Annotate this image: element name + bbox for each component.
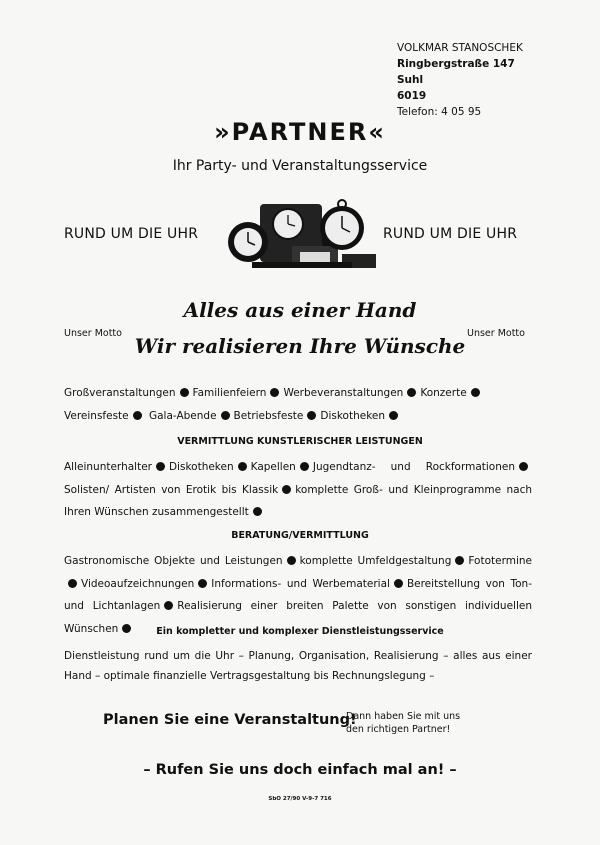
bullet-icon	[300, 462, 309, 471]
bullet-icon	[287, 556, 296, 565]
list-item: Diskotheken	[320, 409, 386, 422]
bullet-icon	[253, 507, 262, 516]
call-slogan: – Rufen Sie uns doch einfach mal an! –	[143, 762, 457, 778]
bullet-icon	[164, 601, 173, 610]
sender-city: Suhl	[397, 74, 424, 86]
clock-slogan-left: RUND UM DIE UHR	[64, 226, 199, 242]
list-item: Betriebsfeste	[233, 409, 304, 422]
list-item: Konzerte	[420, 387, 467, 399]
bullet-icon	[198, 579, 207, 588]
motto-label-left: Unser Motto	[64, 328, 122, 339]
motto-label-right: Unser Motto	[467, 328, 525, 339]
bullet-icon	[133, 411, 142, 420]
list-item: Diskotheken	[168, 461, 234, 473]
list-item: Fototermine	[468, 555, 532, 567]
list-item: Werbeveranstaltungen	[283, 387, 404, 399]
motto-line-2: Wir realisieren Ihre Wünsche	[134, 334, 466, 358]
sender-address	[397, 40, 523, 120]
partner-note-line-1: Dann haben Sie mit uns	[346, 711, 461, 722]
plan-slogan: Planen Sie eine Veranstaltung!	[103, 712, 357, 728]
heading-artists: VERMITTLUNG KUNSTLERISCHER LEISTUNGEN	[177, 436, 423, 447]
list-item: Vereinsfeste	[64, 409, 129, 422]
sender-name: VOLKMAR STANOSCHEK	[397, 42, 523, 54]
heading-service: Ein kompletter und komplexer Dienstleistungsservice	[156, 626, 444, 637]
list-item: Solisten/ Artisten von Erotik bis Klassik	[64, 483, 279, 496]
list-item: Informations- und Werbematerial	[211, 577, 390, 590]
bullet-icon	[389, 411, 398, 420]
list-item: Bereitstellung von Ton- und Lichtanlagen	[64, 577, 532, 612]
list-item: Gastronomische Objekte und Leistungen	[64, 555, 283, 567]
list-item: Kapellen	[250, 461, 296, 473]
bullet-icon	[156, 462, 165, 471]
list-item: Alleinunterhalter	[64, 461, 152, 473]
bullet-icon	[471, 388, 480, 397]
bullet-icon	[282, 485, 291, 494]
list-item: Großveranstaltungen	[64, 387, 176, 399]
bullet-icon	[307, 411, 316, 420]
list-item: Videoaufzeichnungen	[81, 577, 195, 590]
subtitle: Ihr Party- und Veranstaltungsservice	[172, 158, 428, 174]
list-item: Jugendtanz- und Rockformationen	[312, 461, 515, 473]
bullet-icon	[238, 462, 247, 471]
sender-postcode: 6019	[397, 90, 427, 102]
bullet-icon	[455, 556, 464, 565]
bullet-icon	[180, 388, 189, 397]
bullet-icon	[394, 579, 403, 588]
bullet-icon	[221, 411, 230, 420]
partner-note	[346, 710, 460, 736]
clock-slogan-right: RUND UM DIE UHR	[383, 226, 518, 242]
sender-phone: Telefon: 4 05 95	[397, 106, 482, 118]
bullet-icon	[407, 388, 416, 397]
bullet-icon	[519, 462, 528, 471]
motto-line-1: Alles aus einer Hand	[183, 298, 417, 322]
services-list	[64, 382, 532, 427]
heading-advice: BERATUNG/VERMITTLUNG	[231, 530, 369, 541]
bullet-icon	[270, 388, 279, 397]
artists-list	[64, 456, 532, 524]
sender-street: Ringbergstraße 147	[397, 58, 515, 70]
list-item: komplette Umfeldgestaltung	[299, 555, 452, 567]
list-item: Realisierung einer breiten Palette von sonstigen individuellen Wünschen	[64, 600, 532, 635]
service-text: Dienstleistung rund um die Uhr – Planung, Organisation, Realisierung – alles aus einer Hand – optimale finanzielle Vertragsgestaltung bis Rechnungslegung –	[64, 650, 532, 682]
print-code: SbO 27/90 V-9-7 716	[268, 796, 332, 802]
brand-title: »PARTNER«	[214, 118, 386, 146]
list-item: Gala-Abende	[148, 409, 217, 422]
partner-note-line-2: den richtigen Partner!	[346, 724, 451, 735]
list-item: Familienfeiern	[192, 387, 267, 399]
clocks-illustration-icon	[222, 196, 380, 274]
bullet-icon	[68, 579, 77, 588]
list-item: komplette Groß- und Kleinprogramme nach Ihren Wünschen zusammengestellt	[64, 483, 532, 518]
